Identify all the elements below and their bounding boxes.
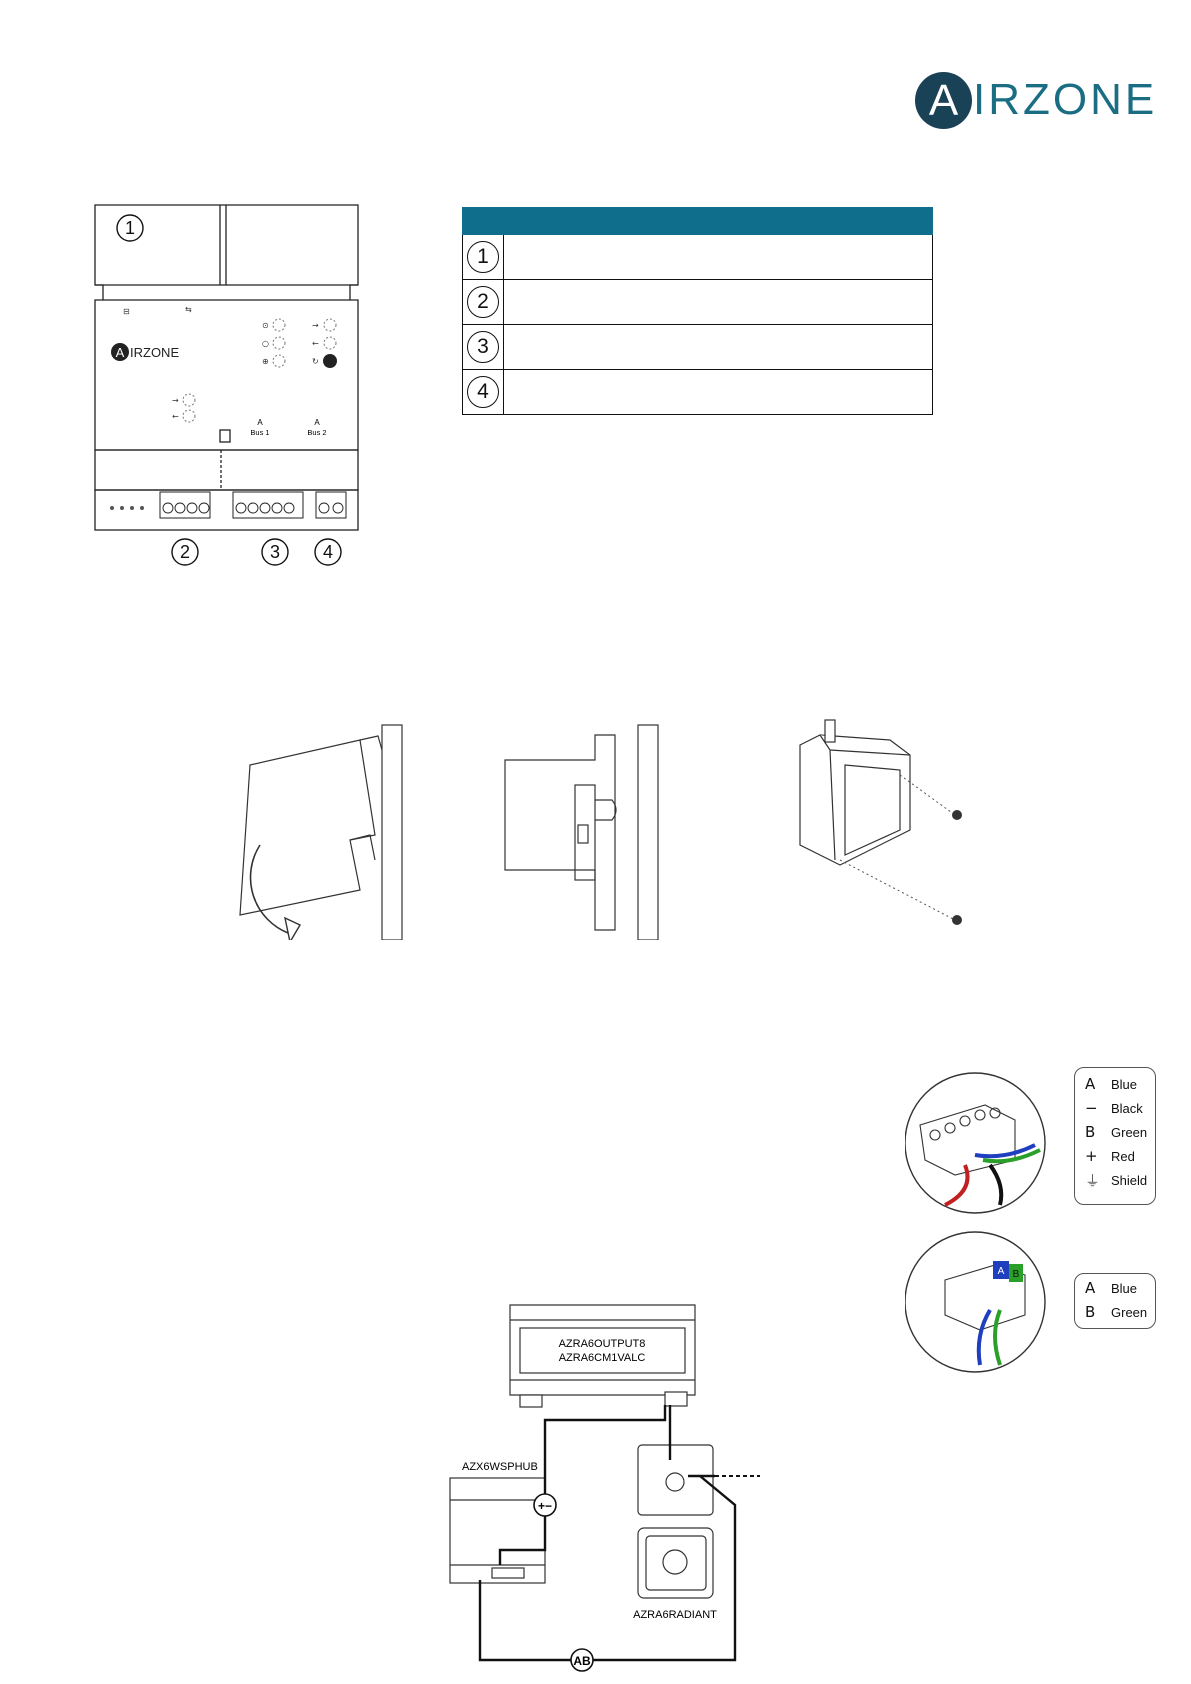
legend-row: B Green <box>1085 1303 1148 1321</box>
logo-disc <box>915 72 972 129</box>
mini-logo-initial: A <box>115 345 125 360</box>
row-description <box>504 235 933 280</box>
callout-1: 1 <box>124 218 136 238</box>
connection-diagram <box>440 1300 800 1680</box>
legend-row: A Blue <box>1085 1279 1138 1297</box>
table-row <box>463 370 933 415</box>
power-symbol: +− <box>537 1499 553 1513</box>
bus-letter-2: A <box>314 418 320 427</box>
mini-logo-text: IRZONE <box>130 345 180 360</box>
svg-text:←: ← <box>172 412 179 421</box>
svg-text:⊟: ⊟ <box>123 307 130 316</box>
svg-text:⇆: ⇆ <box>185 305 192 314</box>
bus-symbol: AB <box>573 1654 591 1668</box>
callout-2: 2 <box>179 542 191 562</box>
airzone-logo <box>915 70 1158 130</box>
din-rail-mounting-illustration <box>200 720 680 940</box>
bus1-label: Bus 1 <box>250 428 270 437</box>
table-header <box>463 208 933 235</box>
legend-row: − Black <box>1085 1099 1143 1117</box>
logo-initial: A <box>928 76 959 125</box>
logo-wordmark: IRZONE <box>973 75 1158 124</box>
row-number: 2 <box>467 286 499 318</box>
legend-row: + Red <box>1085 1147 1135 1165</box>
row-description <box>504 370 933 415</box>
row-number: 3 <box>467 331 499 363</box>
row-number: 4 <box>467 376 499 408</box>
svg-text:→: → <box>312 321 319 330</box>
module-screw-mounting-illustration <box>790 715 990 945</box>
device-front-view <box>90 200 375 570</box>
callout-4: 4 <box>322 542 334 562</box>
hub-label: AZX6WSPHUB <box>462 1461 538 1473</box>
table-row <box>463 235 933 280</box>
connector-letter-b: B <box>1012 1269 1020 1280</box>
radiant-label: AZRA6RADIANT <box>633 1609 717 1621</box>
legend-row: A Blue <box>1085 1075 1138 1093</box>
wiring-legend-2pin <box>1074 1273 1156 1329</box>
svg-text:⊕: ⊕ <box>262 357 269 366</box>
bus-letter-1: A <box>257 418 263 427</box>
table-row <box>463 280 933 325</box>
module-line2: AZRA6CM1VALC <box>558 1352 646 1364</box>
reference-table <box>462 207 933 415</box>
svg-text:↻: ↻ <box>312 357 319 366</box>
module-line1: AZRA6OUTPUT8 <box>558 1338 646 1350</box>
row-description <box>504 325 933 370</box>
row-number: 1 <box>467 241 499 273</box>
legend-row: ⏚ Shield <box>1085 1171 1148 1190</box>
row-description <box>504 280 933 325</box>
wiring-detail-illustrations <box>905 1065 1075 1380</box>
connector-letter-a: A <box>997 1266 1005 1277</box>
bus2-label: Bus 2 <box>307 428 327 437</box>
svg-text:○: ○ <box>262 339 269 348</box>
wiring-legend-5pin <box>1074 1067 1156 1205</box>
legend-row: B Green <box>1085 1123 1148 1141</box>
svg-text:→: → <box>172 396 179 405</box>
table-row <box>463 325 933 370</box>
callout-3: 3 <box>269 542 281 562</box>
svg-text:⊙: ⊙ <box>262 321 269 330</box>
svg-text:←: ← <box>312 339 319 348</box>
